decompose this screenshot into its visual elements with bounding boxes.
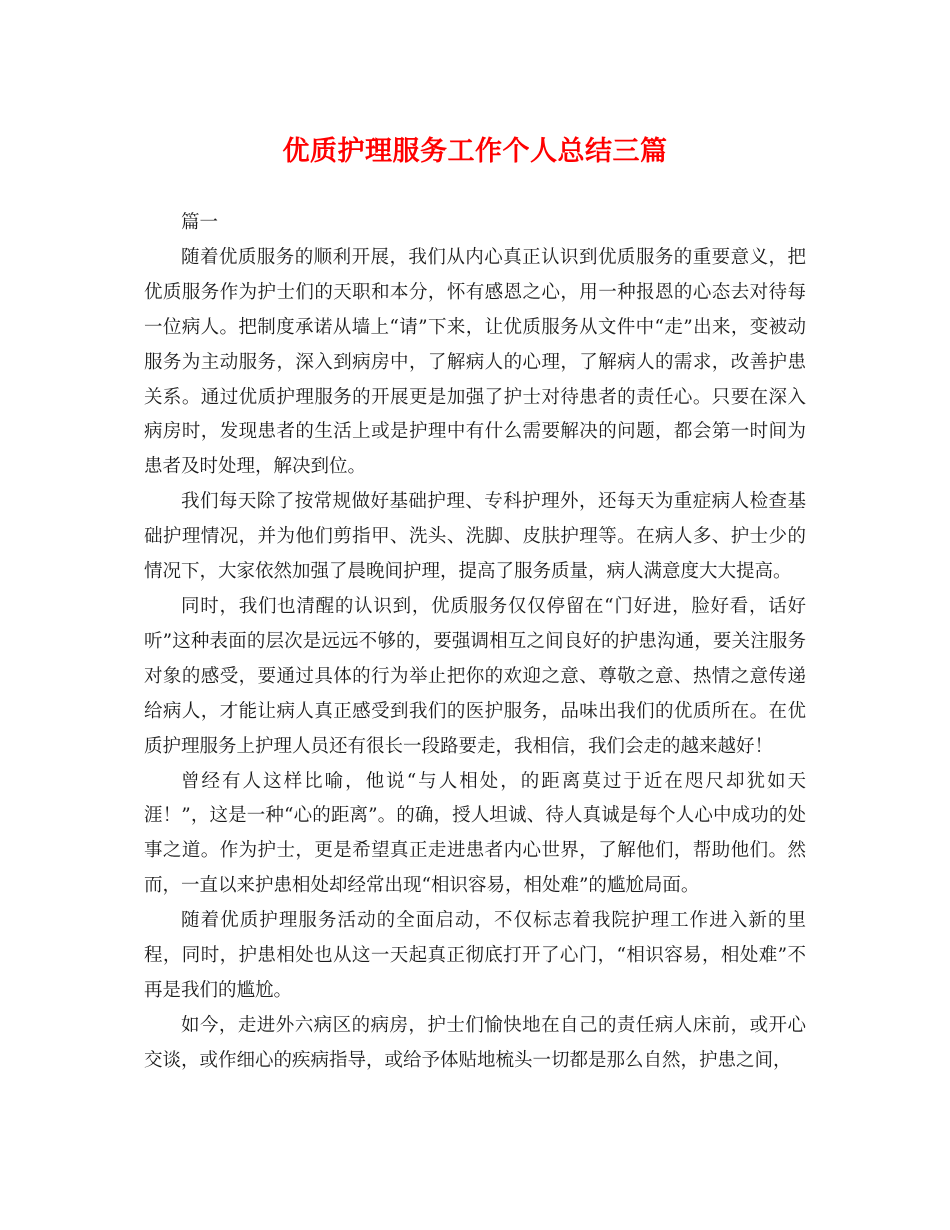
paragraph-5: 随着优质护理服务活动的全面启动，不仅标志着我院护理工作进入新的里程，同时，护患相处也从这一天起真正彻底打开了心门，“相识容易，相处难”不再是我们的尴尬。 xyxy=(144,910,806,1001)
paragraph-4: 曾经有人这样比喻，他说“与人相处，的距离莫过于近在咫尺却犹如天涯！”，这是一种“心的距离”。的确，授人坦诚、待人真诚是每个人心中成功的处事之道。作为护士，更是希望真正走进患者内心世界，了解他们，帮助他们。然而，一直以来护患相处却经常出现“相识容易，相处难”的尴尬局面。 xyxy=(144,770,806,897)
paragraph-3: 同时，我们也清醒的认识到，优质服务仅仅停留在“门好进，脸好看，话好听”这种表面的层次是远远不够的，要强调相互之间良好的护患沟通，要关注服务对象的感受，要通过具体的行为举止把你的欢迎之意、尊敬之意、热情之意传递给病人，才能让病人真正感受到我们的医护服务，品味出我们的优质所在。在优质护理服务上护理人员还有很长一段路要走，我相信，我们会走的越来越好！ xyxy=(144,595,806,757)
section-label: 篇一 xyxy=(181,212,219,233)
document-title: 优质护理服务工作个人总结三篇 xyxy=(282,136,668,167)
paragraph-2: 我们每天除了按常规做好基础护理、专科护理外，还每天为重症病人检查基础护理情况，并为他们剪指甲、洗头、洗脚、皮肤护理等。在病人多、护士少的情况下，大家依然加强了晨晚间护理，提高了服务质量，病人满意度大大提高。 xyxy=(144,491,806,583)
paragraph-1: 随着优质服务的顺利开展，我们从内心真正认识到优质服务的重要意义，把优质服务作为护士们的天职和本分，怀有感恩之心，用一种报恩的心态去对待每一位病人。把制度承诺从墙上“请”下来，让优质服务从文件中“走”出来，变被动服务为主动服务，深入到病房中，了解病人的心理，了解病人的需求，改善护患关系。通过优质护理服务的开展更是加强了护士对待患者的责任心。只要在深入病房时，发现患者的生活上或是护理中有什么需要解决的问题，都会第一时间为患者及时处理，解决到位。 xyxy=(144,246,806,478)
paragraph-6: 如今，走进外六病区的病房，护士们愉快地在自己的责任病人床前，或开心交谈，或作细心的疾病指导，或给予体贴地梳头一切都是那么自然，护患之间， xyxy=(144,1014,806,1071)
document-body xyxy=(144,206,806,1079)
